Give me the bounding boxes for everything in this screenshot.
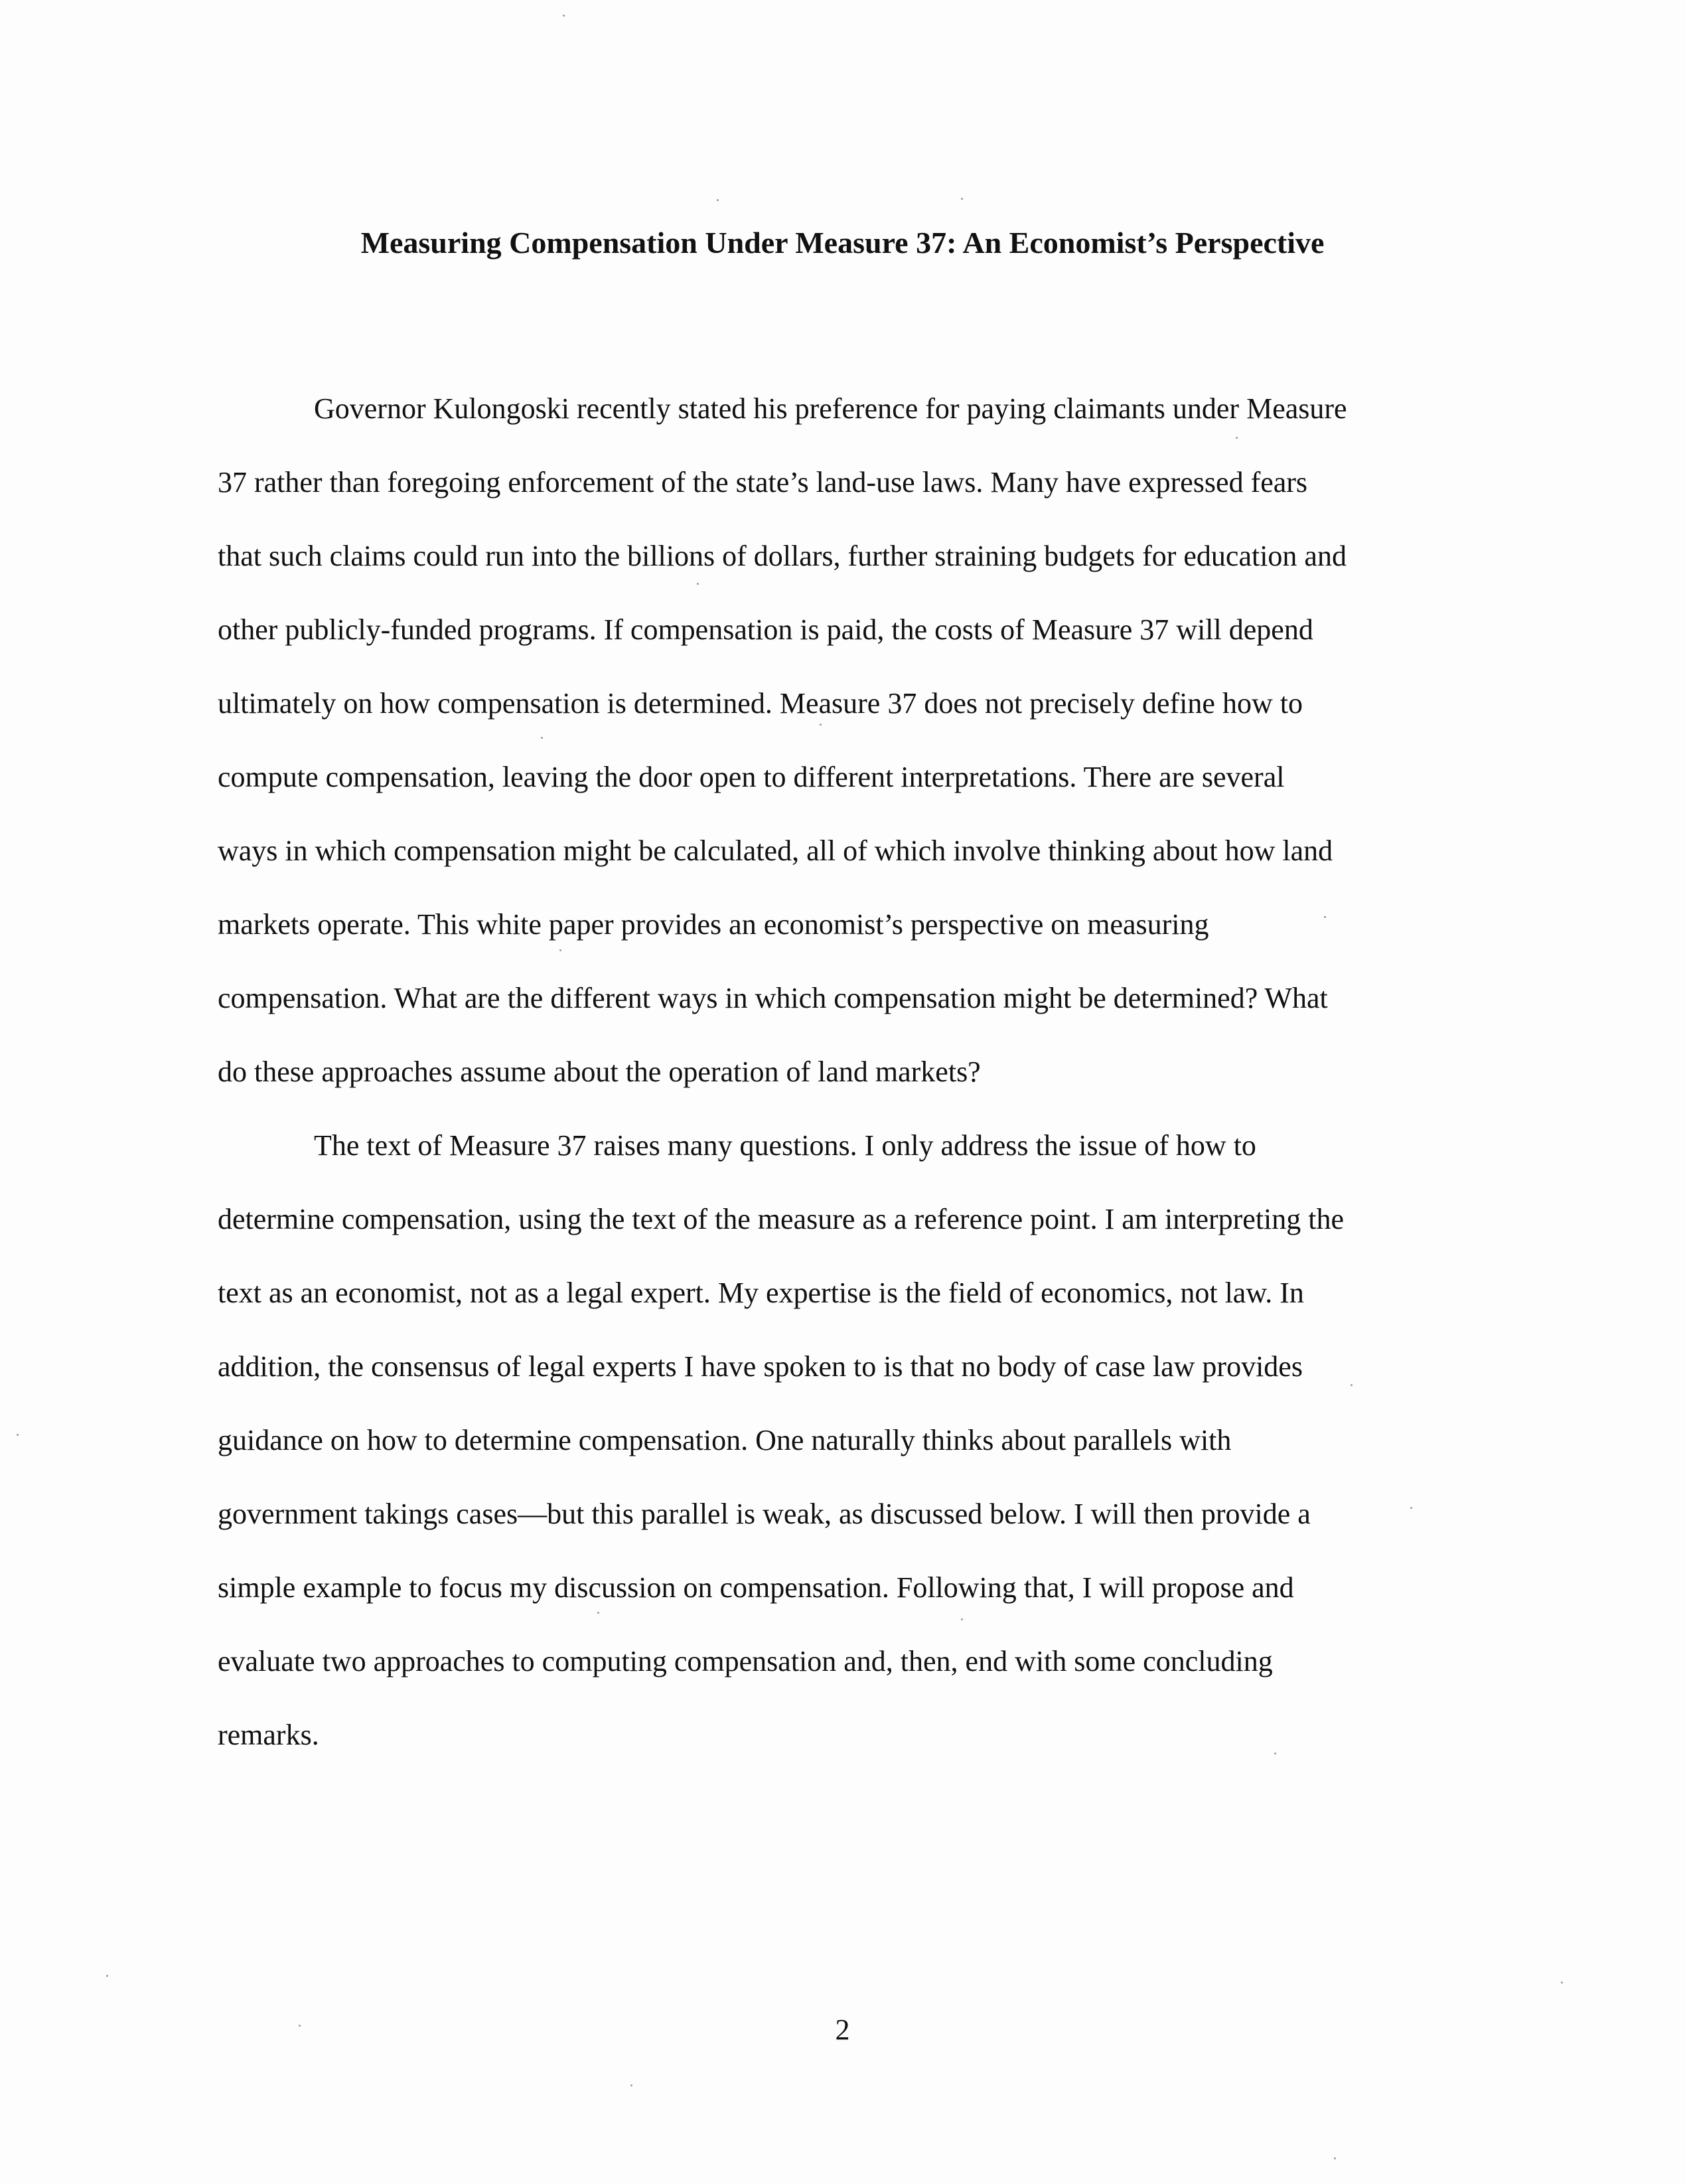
scan-speck [1410,1507,1412,1509]
text-line: The text of Measure 37 raises many questions. I only address the issue of how to [314,1129,1256,1162]
text-line: simple example to focus my discussion on compensation. Following that, I will propose and [218,1571,1294,1604]
scan-speck [1561,1982,1563,1984]
scan-speck [1274,1753,1276,1755]
text-line: government takings cases—but this parallel is weak, as discussed below. I will then provide a [218,1498,1311,1530]
scan-speck [17,1434,19,1436]
paragraph-1 [218,372,1445,1109]
text-line: 37 rather than foregoing enforcement of the state’s land-use laws. Many have expressed fears [218,466,1308,499]
text-line: compute compensation, leaving the door open to different interpretations. There are several [218,761,1285,793]
scan-speck [630,2084,632,2086]
text-line: ultimately on how compensation is determined. Measure 37 does not precisely define how to [218,687,1303,720]
text-line: addition, the consensus of legal experts I have spoken to is that no body of case law provides [218,1350,1303,1383]
scan-speck [697,583,699,585]
document-body [218,372,1445,1772]
scan-speck [961,198,963,200]
text-line: evaluate two approaches to computing compensation and, then, end with some concluding [218,1645,1273,1677]
text-line: do these approaches assume about the operation of land markets? [218,1055,981,1088]
text-line: Governor Kulongoski recently stated his preference for paying claimants under Measure [314,392,1347,425]
text-line: compensation. What are the different ways in which compensation might be determined? What [218,982,1328,1014]
scan-speck [597,1612,599,1614]
scan-speck [559,949,561,951]
paragraph-2 [218,1109,1445,1772]
text-line: markets operate. This white paper provides an economist’s perspective on measuring [218,908,1209,941]
text-line: ways in which compensation might be calculated, all of which involve thinking about how land [218,834,1333,867]
text-line: remarks. [218,1719,319,1751]
text-line: other publicly-funded programs. If compensation is paid, the costs of Measure 37 will depend [218,613,1313,646]
scan-speck [1236,437,1238,439]
scan-speck [820,724,822,726]
scan-speck [1334,2157,1336,2159]
text-line: that such claims could run into the billions of dollars, further straining budgets for education and [218,540,1347,572]
scan-speck [961,1618,963,1620]
text-line: determine compensation, using the text of the measure as a reference point. I am interpreting the [218,1203,1345,1235]
scan-speck [717,199,719,201]
document-title: Measuring Compensation Under Measure 37: An Economist’s Perspective [360,226,1325,260]
scan-speck [106,1975,108,1977]
text-line: text as an economist, not as a legal expert. My expertise is the field of economics, not law. In [218,1277,1304,1309]
scan-speck [541,737,543,739]
scan-speck [1351,1384,1353,1386]
page-number: 2 [835,2013,850,2046]
scan-speck [1324,916,1326,918]
scan-speck [299,2025,301,2027]
text-line: guidance on how to determine compensation. One naturally thinks about parallels with [218,1424,1232,1456]
scan-speck [563,15,565,17]
